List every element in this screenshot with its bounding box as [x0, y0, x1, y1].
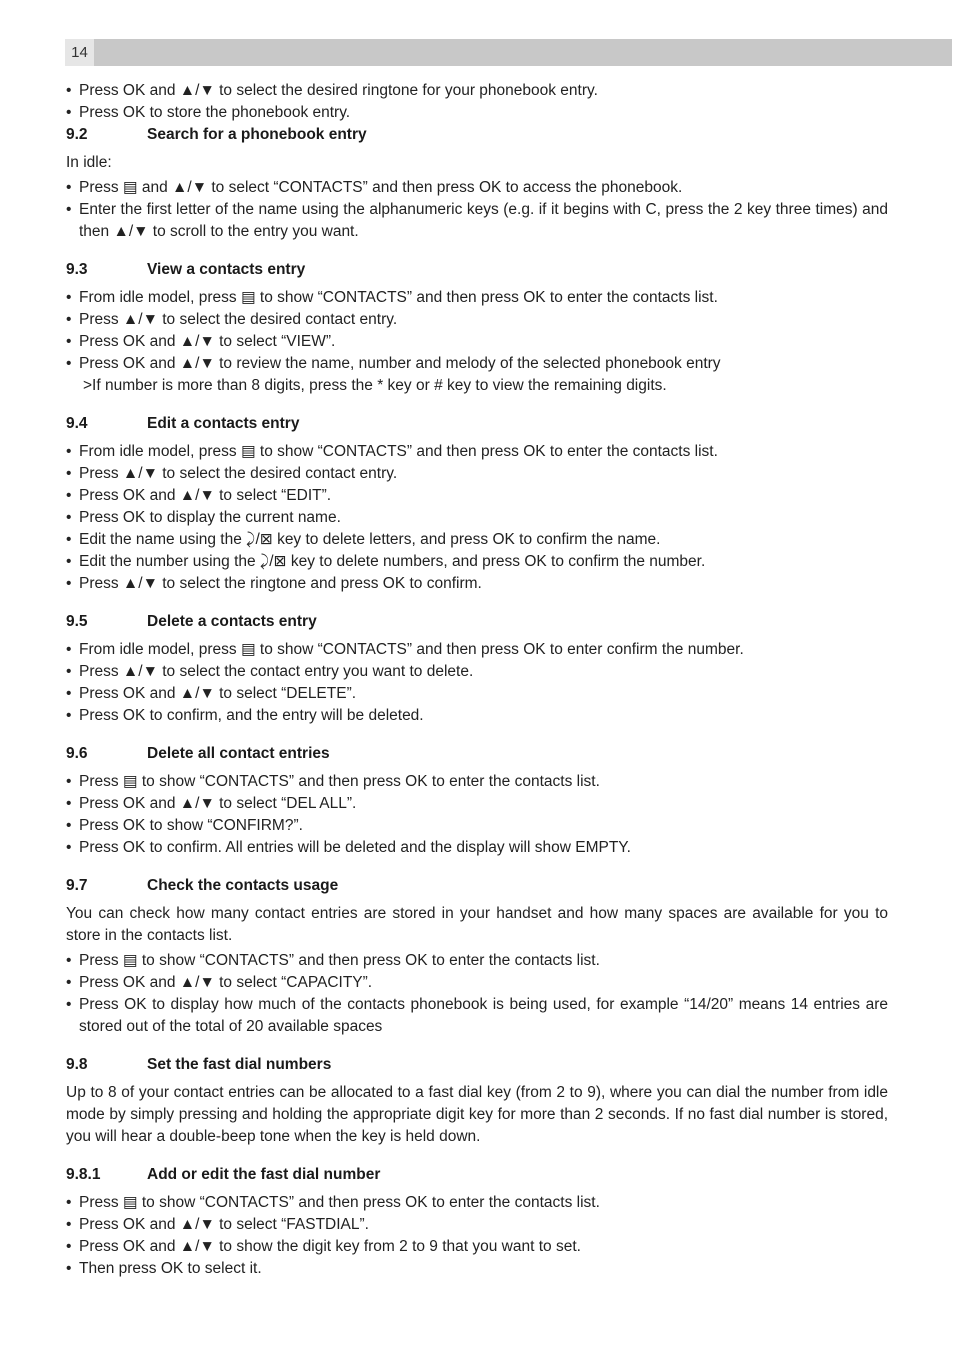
list-item: • Press ▲/▼ to select the desired contact entry.: [66, 463, 888, 485]
list-item: • Press OK to display the current name.: [66, 507, 888, 529]
list-item: • Press ▲/▼ to select the ringtone and press OK to confirm.: [66, 573, 888, 595]
list-item: • Press OK and ▲/▼ to select “VIEW”.: [66, 331, 888, 353]
section-9-6: [66, 743, 888, 859]
section-9-5: [66, 611, 888, 727]
section-heading: [66, 124, 888, 146]
list-item: • Then press OK to select it.: [66, 1258, 888, 1280]
list-item: • Enter the first letter of the name using the alphanumeric keys (e.g. if it begins with C, press the 2 key three times) and then ▲/▼ to scroll to the entry you want.: [66, 199, 888, 243]
list-item: • Press OK and ▲/▼ to select “CAPACITY”.: [66, 972, 888, 994]
list-item: • Press ▲/▼ to select the contact entry you want to delete.: [66, 661, 888, 683]
section-heading: [66, 259, 888, 281]
section-heading: [66, 413, 888, 435]
list-item: • From idle model, press ▤ to show “CONTACTS” and then press OK to enter the contacts list.: [66, 441, 888, 463]
section-number: 9.3: [66, 261, 88, 278]
section-number: 9.2: [66, 126, 88, 143]
section-heading: [66, 1054, 888, 1076]
list-item: • Press ▤ and ▲/▼ to select “CONTACTS” and then press OK to access the phonebook.: [66, 177, 888, 199]
page-header-bar: [65, 39, 952, 66]
section-title: Edit a contacts entry: [147, 415, 300, 432]
list-item: • Press OK to store the phonebook entry.: [66, 102, 888, 124]
list-item: • Press OK to show “CONFIRM?”.: [66, 815, 888, 837]
section-title: Delete a contacts entry: [147, 613, 317, 630]
list-item: • Edit the number using the ⤸/⊠ key to delete numbers, and press OK to confirm the number.: [66, 551, 888, 573]
list-item: • Press ▲/▼ to select the desired contact entry.: [66, 309, 888, 331]
list-item: • Press ▤ to show “CONTACTS” and then press OK to enter the contacts list.: [66, 1192, 888, 1214]
paragraph: In idle:: [66, 154, 112, 171]
list-item: • Edit the name using the ⤸/⊠ key to delete letters, and press OK to confirm the name.: [66, 529, 888, 551]
list-item: • Press OK and ▲/▼ to review the name, number and melody of the selected phonebook entry: [66, 353, 888, 375]
section-heading: [66, 611, 888, 633]
section-heading: [66, 875, 888, 897]
list-item: • Press ▤ to show “CONTACTS” and then press OK to enter the contacts list.: [66, 950, 888, 972]
section-9-4: [66, 413, 888, 595]
document-body: [66, 80, 888, 1280]
paragraph: You can check how many contact entries are stored in your handset and how many spaces are available for you to store in the contacts list.: [66, 905, 888, 944]
list-item: • Press OK to confirm, and the entry will be deleted.: [66, 705, 888, 727]
list-item: • From idle model, press ▤ to show “CONTACTS” and then press OK to enter the contacts list.: [66, 287, 888, 309]
list-item: • From idle model, press ▤ to show “CONTACTS” and then press OK to enter confirm the number.: [66, 639, 888, 661]
section-heading: [66, 1164, 888, 1186]
list-item: • Press OK and ▲/▼ to select “DEL ALL”.: [66, 793, 888, 815]
section-title: View a contacts entry: [147, 261, 306, 278]
note-text: >If number is more than 8 digits, press the * key or # key to view the remaining digits.: [83, 377, 667, 394]
list-item: • Press OK and ▲/▼ to select “EDIT”.: [66, 485, 888, 507]
list-item: • Press OK and ▲/▼ to select the desired ringtone for your phonebook entry.: [66, 80, 888, 102]
section-9-2: [66, 124, 888, 243]
list-item: • Press OK and ▲/▼ to select “DELETE”.: [66, 683, 888, 705]
section-9-7: [66, 875, 888, 1038]
paragraph: Up to 8 of your contact entries can be allocated to a fast dial key (from 2 to 9), where you can dial the number from idle mode by simply pressing and holding the appropriate digit key for more than 2 seconds. If no fast dial number is stored, you will hear a double-beep tone when the key is held down.: [66, 1084, 888, 1145]
list-item: • Press OK and ▲/▼ to show the digit key from 2 to 9 that you want to set.: [66, 1236, 888, 1258]
section-title: Delete all contact entries: [147, 745, 330, 762]
list-item: • Press ▤ to show “CONTACTS” and then press OK to enter the contacts list.: [66, 771, 888, 793]
intro-section: [66, 80, 888, 124]
section-heading: [66, 743, 888, 765]
section-9-3: [66, 259, 888, 397]
list-item: • Press OK to confirm. All entries will be deleted and the display will show EMPTY.: [66, 837, 888, 859]
section-number: 9.7: [66, 877, 88, 894]
section-9-8: [66, 1054, 888, 1148]
list-item: • Press OK to display how much of the contacts phonebook is being used, for example “14/20” means 14 entries are stored out of the total of 20 available spaces: [66, 994, 888, 1038]
section-title: Check the contacts usage: [147, 877, 339, 894]
section-number: 9.8.1: [66, 1166, 101, 1183]
page-number: 14: [65, 39, 94, 66]
section-title: Add or edit the fast dial number: [147, 1166, 381, 1183]
section-9-8-1: [66, 1164, 888, 1280]
section-number: 9.6: [66, 745, 88, 762]
section-title: Search for a phonebook entry: [147, 126, 367, 143]
list-item: • Press OK and ▲/▼ to select “FASTDIAL”.: [66, 1214, 888, 1236]
section-number: 9.5: [66, 613, 88, 630]
section-number: 9.8: [66, 1056, 88, 1073]
section-title: Set the fast dial numbers: [147, 1056, 332, 1073]
section-number: 9.4: [66, 415, 88, 432]
